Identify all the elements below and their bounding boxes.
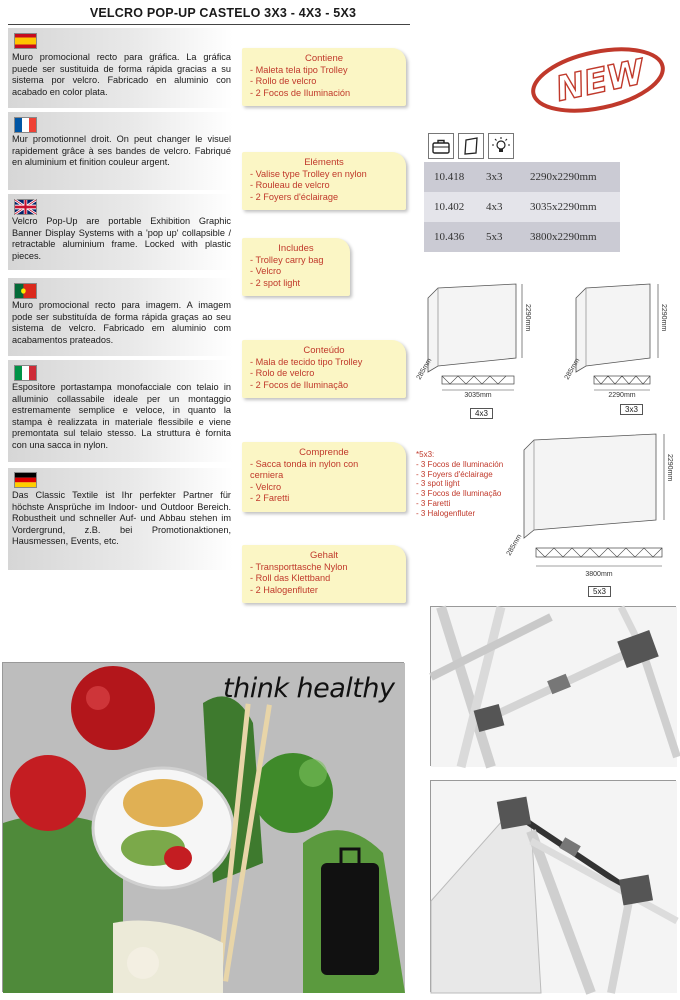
spec-dims: 3035x2290mm [530,201,597,213]
list-item: - 3 Focos de Iluminação [416,489,502,499]
spain-flag-icon [14,33,37,49]
note-title: Contiene [304,53,344,64]
note-item: cerniera [250,470,284,481]
diagram-height: 2290mm [660,304,667,332]
spec-code: 10.402 [434,201,465,213]
title-divider [8,24,410,25]
diagram-height: 2290mm [666,454,673,482]
description-es: Muro promocional recto para gráfica. La gráfica puede ser sustituida de forma rápida gracias a su sistema por velcro. Fabricado en aluminio con acabado en color plata. [12,52,231,97]
note-item: - Velcro [250,481,282,492]
note-item: - Transporttasche Nylon [250,562,348,572]
note-title: Includes [278,243,314,254]
note-item: - 2 Focos de Iluminación [250,87,351,98]
germany-flag-icon [14,472,37,488]
lamp-icon [488,133,514,159]
note-item: - 2 Focos de Iluminação [250,379,349,390]
note-item: - Trolley carry bag [250,255,324,265]
note-title: Eléments [304,157,344,168]
contents-note-de [242,545,406,603]
spec-dims: 3800x2290mm [530,231,597,243]
size-tag-5x3: 5x3 [588,586,611,597]
note-item: - 2 Halogenfluter [250,584,318,595]
page-title: VELCRO POP-UP CASTELO 3X3 - 4X3 - 5X3 [89,6,357,20]
spec-row [424,192,620,222]
note-item: - 2 Faretti [250,493,290,504]
contents-note-it [242,442,406,512]
spec-row [424,222,620,252]
italy-flag-icon [14,365,37,381]
contents-note-fr [242,152,406,210]
spec-icons [428,133,514,159]
food-photo [2,662,404,992]
description-pt: Muro promocional recto para imagem. A imagem pode ser substituída de forma rápida graças ao seu sistema de velcro. Fabricado em aluminio com acabamentos prateados. [12,300,231,345]
spec-code: 10.436 [434,231,465,243]
portugal-flag-icon [14,283,37,299]
diagram-depth: 285mm [505,533,524,557]
list-item: - 3 Faretti [416,498,451,508]
note-item: - Rollo de velcro [250,76,317,87]
diagram-height: 2290mm [524,304,531,332]
list-item: - 3 spot light [416,479,460,489]
slogan-text: think healthy [223,673,395,704]
diagram-depth: 285mm [415,357,434,381]
note-item: - Valise type Trolley en nylon [250,169,367,179]
spec-size: 3x3 [486,171,503,183]
note-title: Gehalt [310,550,338,561]
note-item: - Velcro [250,266,282,277]
frame-detail-photo-1 [430,606,676,766]
list-title: *5x3: [416,450,435,459]
note-item: - 2 spot light [250,277,301,288]
spec-size: 4x3 [486,201,503,213]
bag-icon [428,133,454,159]
diagram-width: 2290mm [608,392,636,399]
note-item: - Rouleau de velcro [250,180,330,191]
spec-table [424,162,620,252]
description-en: Velcro Pop-Up are portable Exhibition Graphic Banner Display Systems with a 'pop up' collapsible / retractable aluminium frame. Locked with plastic pieces. [12,216,231,261]
note-item: - Sacca tonda in nylon con [250,459,359,469]
diagram-5x3 [504,428,678,588]
note-title: Conteúdo [303,345,345,356]
new-badge-text: NEW [552,52,648,110]
diagram-3x3 [563,280,678,400]
frame-detail-photo-2 [430,780,676,992]
list-item: - 3 Halogenfluter [416,508,476,518]
panel-icon [458,133,484,159]
size-tag-4x3: 4x3 [470,408,493,419]
spec-row [424,162,620,192]
diagram-width: 3035mm [464,392,492,399]
description-it: Espositore portastampa monofacciale con telaio in alluminio collassabile ideale per un montaggio estremamente semplice e veloce, in quanto la stampa è realizzata in materiale flessibile e viene premontata sul telaio stesso. La struttura è fornita con una sacca in nylon. [12,382,231,450]
note-item: - Roll das Klettband [250,573,331,584]
spec-size: 5x3 [486,231,503,243]
note-item: - Maleta tela tipo Trolley [250,65,348,75]
spec-code: 10.418 [434,171,465,183]
contents-note-en [242,238,350,296]
new-badge [528,40,672,118]
contents-note-es [242,48,406,106]
diagram-depth: 285mm [563,357,582,381]
note-title: Comprende [299,447,349,458]
uk-flag-icon [14,199,37,215]
description-de: Das Classic Textile ist Ihr perfekter Partner für höchste Ansprüche im Indoor- und Outdoor Bereich. Robustheit und schneller Auf- und Abbau stehen im Vordergrund, z.B. bei Promotionaktionen, Hausmessen, Events, etc. [12,490,231,547]
note-item: - Rolo de velcro [250,368,315,379]
diagram-4x3 [416,280,546,400]
diagram-width: 3800mm [585,571,613,578]
note-item: - 2 Foyers d'éclairage [250,191,339,202]
size-tag-3x3: 3x3 [620,404,643,415]
france-flag-icon [14,117,37,133]
spec-dims: 2290x2290mm [530,171,597,183]
note-item: - Mala de tecido tipo Trolley [250,357,363,367]
description-fr: Mur promotionnel droit. On peut changer le visuel rapidement grâce à ses bandes de velcro. Fabriqué en aluminium et finition couleur argent. [12,134,231,168]
list-item: - 3 Foyers d'éclairage [416,469,493,479]
list-item: - 3 Focos de Iluminación [416,459,504,469]
contents-note-pt [242,340,406,398]
